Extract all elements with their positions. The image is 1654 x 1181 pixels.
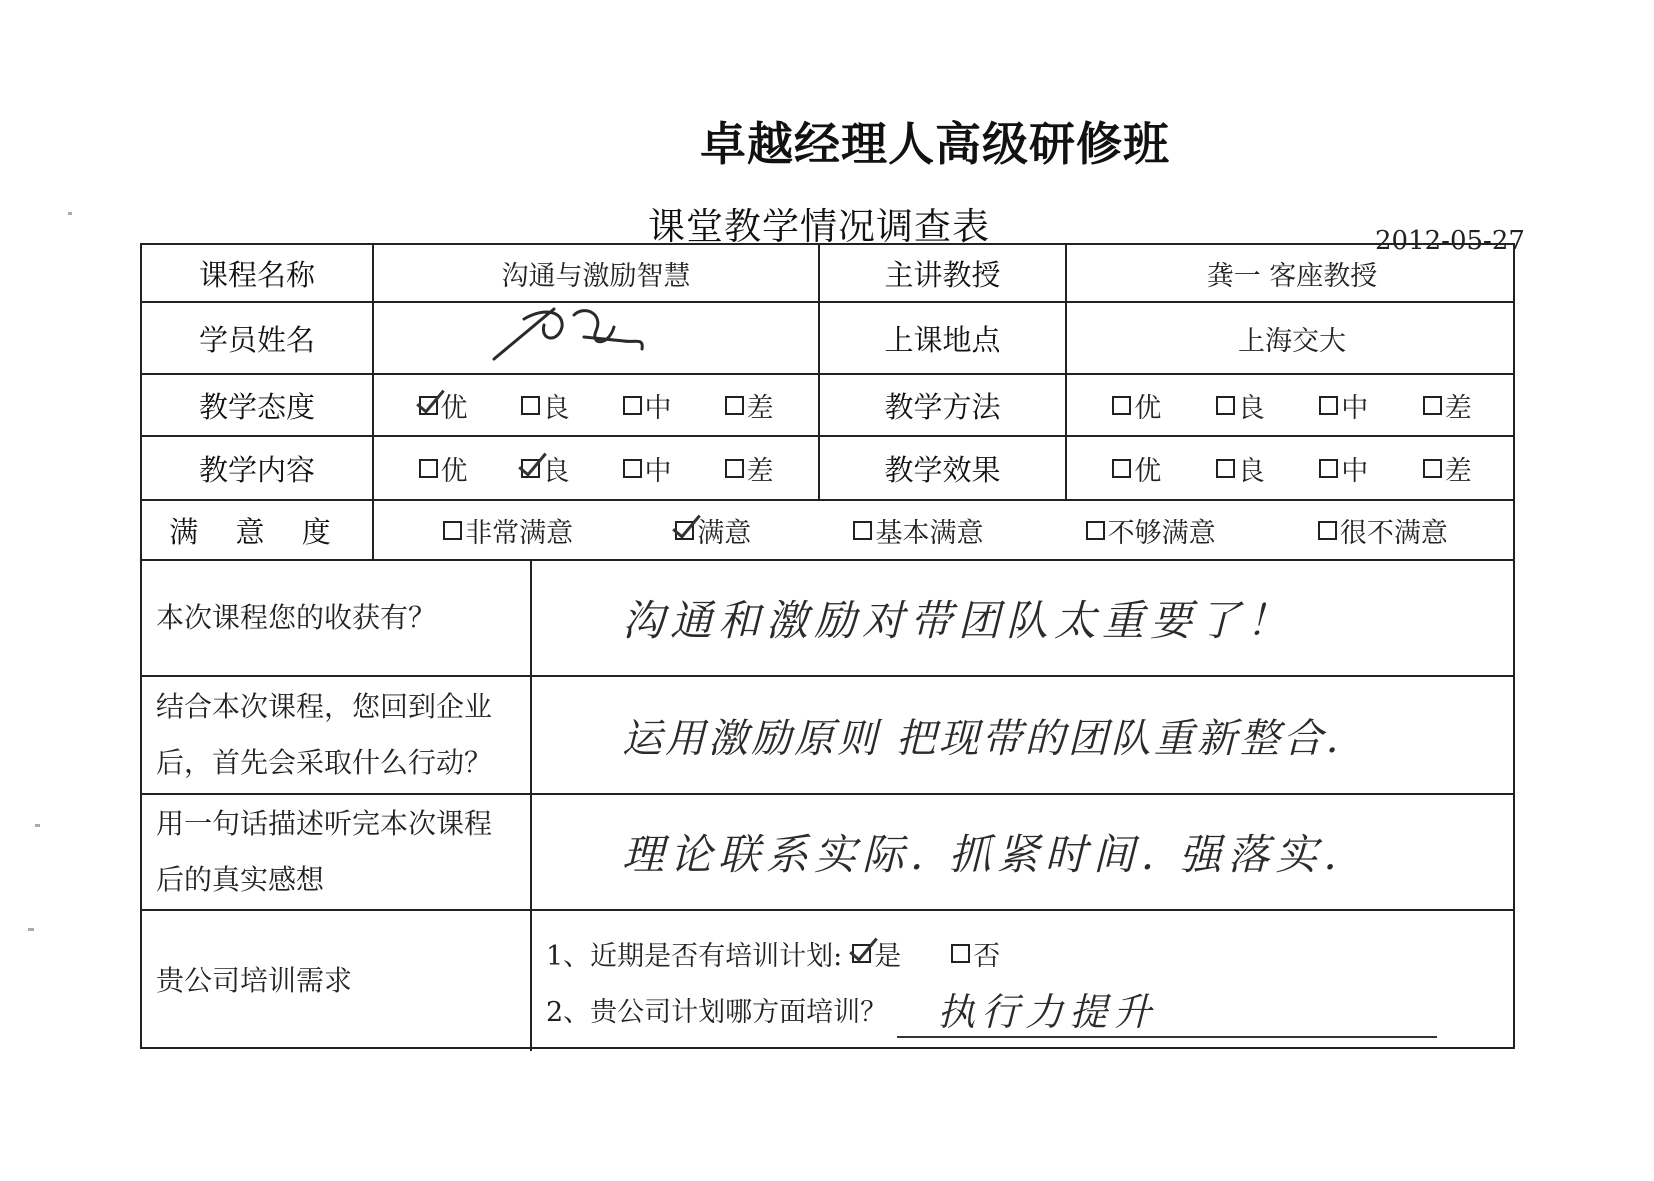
option-label: 差 <box>746 392 774 424</box>
survey-date: 2012-05-27 <box>1375 226 1525 256</box>
satisfaction-option-very-satisfied[interactable] <box>443 511 573 550</box>
method-label: 教学方法 <box>820 375 1067 435</box>
checkbox-checked[interactable] <box>852 944 871 963</box>
gains-question: 本次课程您的收获有？ <box>142 561 532 675</box>
satisfaction-options <box>374 501 1517 559</box>
option-label: 满意 <box>697 517 752 549</box>
option-label: 良 <box>542 455 570 487</box>
content-option-excellent[interactable] <box>419 449 468 488</box>
option-label: 良 <box>1237 392 1265 424</box>
lecturer-value: 龚一 客座教授 <box>1206 260 1378 292</box>
checkbox-checked[interactable] <box>419 396 438 415</box>
option-label: 不够满意 <box>1107 517 1216 549</box>
option-label: 优 <box>440 392 468 424</box>
training-plan-no[interactable] <box>951 934 1000 973</box>
training-area-answer-field[interactable] <box>897 981 1437 1038</box>
action-question: 结合本次课程，您回到企业后，首先会采取什么行动？ <box>142 677 532 793</box>
satisfaction-option-very-unsatisfied[interactable] <box>1318 511 1448 550</box>
checkbox[interactable] <box>725 459 744 478</box>
location-label: 上课地点 <box>820 303 1067 373</box>
checkbox[interactable] <box>419 459 438 478</box>
row-action <box>142 677 1513 795</box>
course-name-value: 沟通与激励智慧 <box>374 245 820 301</box>
checkbox-checked[interactable] <box>521 459 540 478</box>
attitude-option-poor[interactable] <box>725 386 774 425</box>
scan-speck <box>35 824 40 827</box>
gains-answer-text: 沟通和激励对带团队太重要了！ <box>622 596 1295 645</box>
checkbox[interactable] <box>725 396 744 415</box>
lecturer-label: 主讲教授 <box>820 245 1067 301</box>
content-option-average[interactable] <box>623 449 672 488</box>
option-label: 良 <box>1237 455 1265 487</box>
option-label: 非常满意 <box>465 517 574 549</box>
page-title: 卓越经理人高级研修班 <box>700 117 1170 171</box>
row-gains <box>142 561 1513 677</box>
checkbox[interactable] <box>1423 459 1442 478</box>
row-attitude <box>142 375 1513 437</box>
checkbox-checked[interactable] <box>675 521 694 540</box>
option-label: 良 <box>542 392 570 424</box>
option-label: 否 <box>973 940 1001 972</box>
row-student <box>142 303 1513 375</box>
row-satisfaction <box>142 501 1513 561</box>
page-subtitle: 课堂教学情况调查表 <box>648 205 990 248</box>
training-plan-question: 1、近期是否有培训计划: <box>546 940 843 972</box>
row-content <box>142 437 1513 501</box>
option-label: 中 <box>1341 455 1369 487</box>
satisfaction-option-basically-satisfied[interactable] <box>853 511 983 550</box>
method-options <box>1067 375 1517 435</box>
method-option-excellent[interactable] <box>1112 386 1161 425</box>
attitude-option-good[interactable] <box>521 386 570 425</box>
checkbox[interactable] <box>1086 521 1105 540</box>
checkbox[interactable] <box>1319 396 1338 415</box>
location-value: 上海交大 <box>1238 325 1346 357</box>
option-label: 差 <box>746 455 774 487</box>
effect-options <box>1067 437 1517 499</box>
feeling-answer <box>532 795 1517 909</box>
feeling-answer-text: 理论联系实际. 抓紧时间. 强落实. <box>622 830 1343 879</box>
effect-option-good[interactable] <box>1216 449 1265 488</box>
content-label: 教学内容 <box>142 437 374 499</box>
gains-answer <box>532 561 1517 675</box>
checkbox[interactable] <box>1318 521 1337 540</box>
checkbox[interactable] <box>1112 459 1131 478</box>
method-option-good[interactable] <box>1216 386 1265 425</box>
effect-label: 教学效果 <box>820 437 1067 499</box>
checkbox[interactable] <box>443 521 462 540</box>
student-name-signature <box>374 303 820 373</box>
attitude-option-average[interactable] <box>623 386 672 425</box>
option-label: 优 <box>1134 455 1162 487</box>
option-label: 中 <box>1341 392 1369 424</box>
survey-table <box>140 243 1515 1049</box>
training-plan-yes[interactable] <box>852 934 901 973</box>
training-area-answer: 执行力提升 <box>937 989 1158 1034</box>
row-training <box>142 911 1513 1051</box>
checkbox[interactable] <box>1216 396 1235 415</box>
training-label: 贵公司培训需求 <box>142 911 532 1051</box>
method-option-poor[interactable] <box>1423 386 1472 425</box>
training-area-line <box>546 981 1437 1037</box>
option-label: 很不满意 <box>1339 517 1448 549</box>
scan-speck <box>28 928 34 931</box>
method-option-average[interactable] <box>1319 386 1368 425</box>
option-label: 优 <box>440 455 468 487</box>
checkbox[interactable] <box>521 396 540 415</box>
checkbox[interactable] <box>1319 459 1338 478</box>
satisfaction-option-satisfied[interactable] <box>675 511 751 550</box>
effect-option-excellent[interactable] <box>1112 449 1161 488</box>
action-answer-text: 运用激励原则 把现带的团队重新整合. <box>622 715 1342 762</box>
checkbox[interactable] <box>1216 459 1235 478</box>
effect-option-average[interactable] <box>1319 449 1368 488</box>
attitude-label: 教学态度 <box>142 375 374 435</box>
attitude-options <box>374 375 820 435</box>
scan-speck <box>68 212 72 215</box>
content-option-poor[interactable] <box>725 449 774 488</box>
satisfaction-option-not-satisfied[interactable] <box>1086 511 1216 550</box>
option-label: 差 <box>1444 392 1472 424</box>
checkbox[interactable] <box>1423 396 1442 415</box>
checkbox[interactable] <box>623 396 642 415</box>
attitude-option-excellent[interactable] <box>419 386 468 425</box>
option-label: 中 <box>644 455 672 487</box>
course-name-label: 课程名称 <box>142 245 374 301</box>
checkbox[interactable] <box>623 459 642 478</box>
action-answer <box>532 677 1517 793</box>
content-options <box>374 437 820 499</box>
row-feeling <box>142 795 1513 911</box>
student-name-label: 学员姓名 <box>142 303 374 373</box>
checkbox[interactable] <box>853 521 872 540</box>
checkbox[interactable] <box>1112 396 1131 415</box>
option-label: 优 <box>1134 392 1162 424</box>
checkbox[interactable] <box>951 944 970 963</box>
training-area-question: 2、贵公司计划哪方面培训？ <box>546 996 888 1028</box>
effect-option-poor[interactable] <box>1423 449 1472 488</box>
training-answers <box>532 911 1517 1051</box>
content-option-good[interactable] <box>521 449 570 488</box>
satisfaction-label: 满 意 度 <box>142 501 374 559</box>
row-course <box>142 245 1513 303</box>
option-label: 基本满意 <box>875 517 984 549</box>
signature-scribble <box>484 297 664 367</box>
feeling-question: 用一句话描述听完本次课程后的真实感想 <box>142 795 532 909</box>
option-label: 中 <box>644 392 672 424</box>
option-label: 是 <box>874 940 902 972</box>
option-label: 差 <box>1444 455 1472 487</box>
training-plan-line <box>546 925 1000 981</box>
